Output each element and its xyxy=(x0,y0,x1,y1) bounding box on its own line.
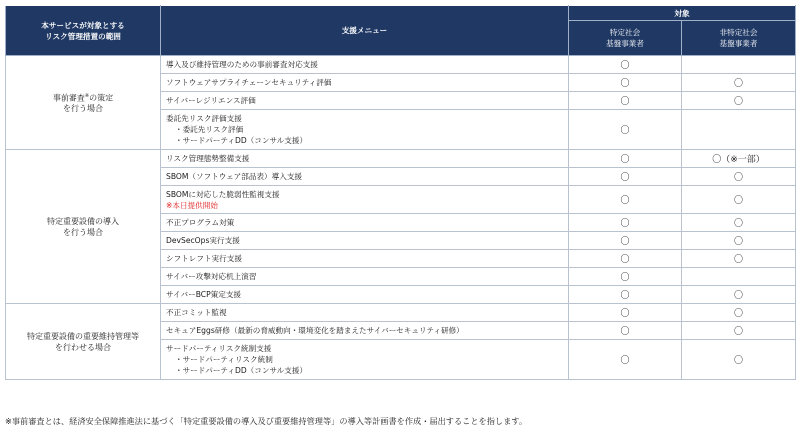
nonspecific-operator-header: 非特定社会 基盤事業者 xyxy=(682,21,796,56)
specific-mark: 〇 xyxy=(569,56,682,74)
specific-mark: 〇 xyxy=(569,92,682,110)
target-header: 対象 xyxy=(569,6,796,21)
specific-mark: 〇 xyxy=(569,268,682,286)
specific-mark: 〇 xyxy=(569,168,682,186)
nonspecific-mark: 〇（※一部） xyxy=(682,150,796,168)
menu-item: サードパーティリスク統制支援 ・サードパーティリスク統制 ・サードパーティDD（コンサル支援） xyxy=(161,340,569,380)
nonspecific-mark: 〇 xyxy=(682,322,796,340)
menu-item: 導入及び維持管理のための事前審査対応支援 xyxy=(161,56,569,74)
menu-header: 支援メニュー xyxy=(161,6,569,56)
specific-mark: 〇 xyxy=(569,304,682,322)
specific-operator-header: 特定社会 基盤事業者 xyxy=(569,21,682,56)
nonspecific-mark: 〇 xyxy=(682,286,796,304)
specific-mark: 〇 xyxy=(569,150,682,168)
specific-mark: 〇 xyxy=(569,250,682,268)
table-row xyxy=(6,304,796,322)
menu-item: 委託先リスク評価支援 ・委託先リスク評価 ・サードパーティDD（コンサル支援） xyxy=(161,110,569,150)
specific-mark: 〇 xyxy=(569,110,682,150)
menu-item: SBOMに対応した脆弱性監視支援 ※本日提供開始 xyxy=(161,186,569,214)
specific-mark: 〇 xyxy=(569,322,682,340)
menu-item: シフトレフト実行支援 xyxy=(161,250,569,268)
menu-item: セキュアEggs研修（最新の脅威動向・環境変化を踏まえたサイバーセキュリティ研修） xyxy=(161,322,569,340)
scope-equipment-introduction: 特定重要設備の導入 を行う場合 xyxy=(6,150,161,304)
nonspecific-mark: 〇 xyxy=(682,340,796,380)
menu-item: リスク管理態勢整備支援 xyxy=(161,150,569,168)
menu-item: サイバー攻撃対応机上演習 xyxy=(161,268,569,286)
nonspecific-mark: 〇 xyxy=(682,214,796,232)
specific-mark: 〇 xyxy=(569,340,682,380)
nonspecific-mark: 〇 xyxy=(682,304,796,322)
table-row xyxy=(6,150,796,168)
specific-mark: 〇 xyxy=(569,232,682,250)
menu-item: ソフトウェアサプライチェーンセキュリティ評価 xyxy=(161,74,569,92)
nonspecific-mark xyxy=(682,110,796,150)
menu-item: サイバーBCP策定支援 xyxy=(161,286,569,304)
table-row xyxy=(6,56,796,74)
menu-item: 不正コミット監視 xyxy=(161,304,569,322)
nonspecific-mark: 〇 xyxy=(682,232,796,250)
specific-mark: 〇 xyxy=(569,286,682,304)
scope-pre-screening: 事前審査※の策定 を行う場合 xyxy=(6,56,161,150)
scope-header: 本サービスが対象とする リスク管理措置の範囲 xyxy=(6,6,161,56)
new-service-note: ※本日提供開始 xyxy=(166,200,218,210)
menu-item: SBOM（ソフトウェア部品表）導入支援 xyxy=(161,168,569,186)
menu-item: サイバーレジリエンス評価 xyxy=(161,92,569,110)
scope-important-maintenance: 特定重要設備の重要維持管理等 を行わせる場合 xyxy=(6,304,161,380)
nonspecific-mark: 〇 xyxy=(682,250,796,268)
menu-item: DevSecOps実行支援 xyxy=(161,232,569,250)
nonspecific-mark: 〇 xyxy=(682,74,796,92)
specific-mark: 〇 xyxy=(569,186,682,214)
menu-item: 不正プログラム対策 xyxy=(161,214,569,232)
nonspecific-mark: 〇 xyxy=(682,92,796,110)
specific-mark: 〇 xyxy=(569,74,682,92)
specific-mark: 〇 xyxy=(569,214,682,232)
nonspecific-mark xyxy=(682,268,796,286)
nonspecific-mark: 〇 xyxy=(682,168,796,186)
nonspecific-mark xyxy=(682,56,796,74)
footnote: ※事前審査とは、経済安全保障推進法に基づく「特定重要設備の導入及び重要維持管理等」の導入等計画書を作成・届出することを指します。 xyxy=(5,416,528,426)
nonspecific-mark: 〇 xyxy=(682,186,796,214)
support-menu-table xyxy=(5,5,796,380)
